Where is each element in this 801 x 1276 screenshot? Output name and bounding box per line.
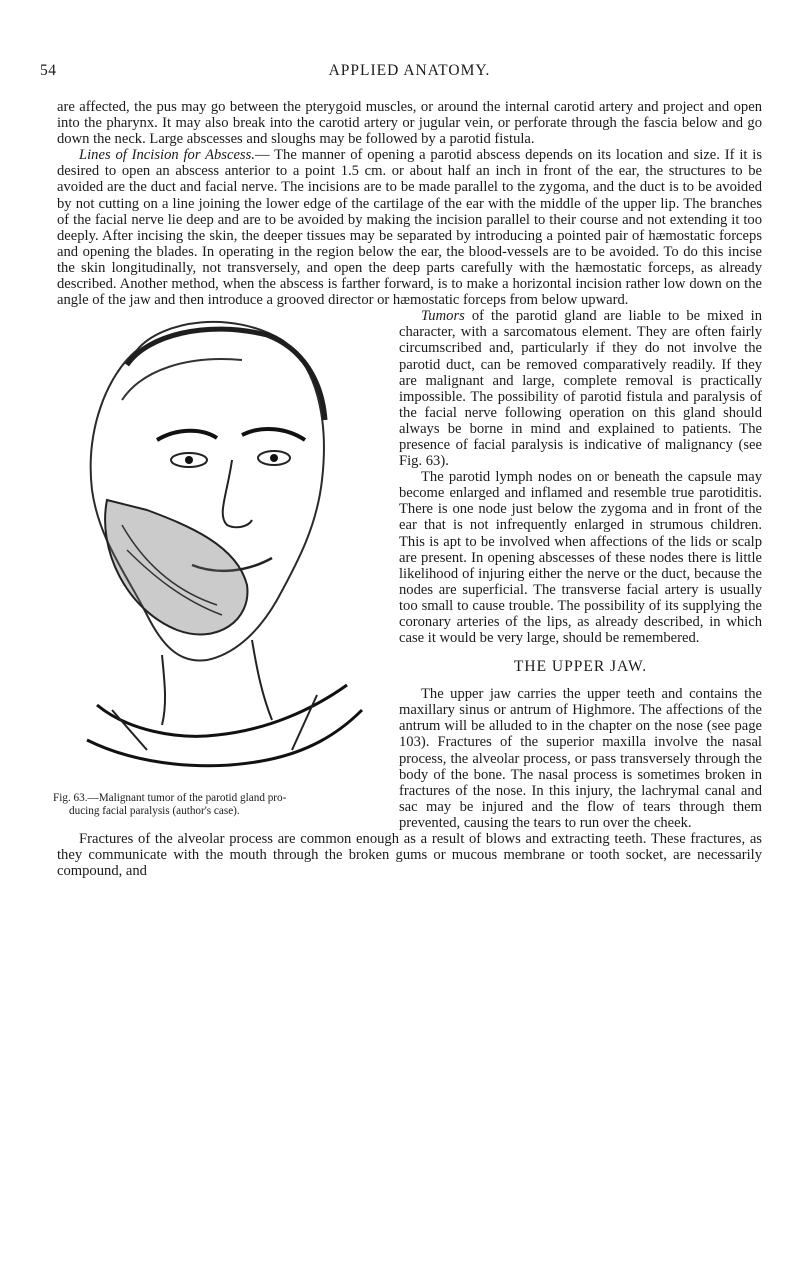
caption-line-2: ducing facial paralysis (author's case).	[69, 804, 240, 817]
figure-63	[53, 310, 387, 822]
running-head	[40, 62, 762, 82]
paragraph-abscess-spread: are affected, the pus may go between the pterygoid muscles, or around the internal carotid artery and project and open into the pharynx. It may also break into the carotid artery or jugular vein, or perforate through the fascia below and go down the neck. Large abscesses and sloughs may be followed by a parotid fistula.	[57, 99, 762, 148]
paragraph-alveolar-fractures: Fractures of the alveolar process are common enough as a result of blows and extracting teeth. These fractures, as they communicate with the mouth through the broken gums or mucous membrane or tooth socket, are necessarily compound, and	[57, 831, 762, 880]
figure-caption	[53, 792, 369, 817]
lines-of-incision-text: — The manner of opening a parotid abscess depends on its location and size. If it is desired to open an abscess anterior to a point 1.5 cm. or about half an inch in front of the ear, the structures to be avoided are the duct and facial nerve. The incisions are to be made parallel to the zygoma, and the duct is to be avoided by not cutting on a line joining the lower edge of the cartilage of the ear with the middle of the upper lip. The branches of the facial nerve lie deep and are to be avoided by making the incision parallel to their course and not extending it too deeply. After incising the skin, the deeper tissues may be separated by introducing a pointed pair of hæmostatic forceps and opening the blades. In operating in the region below the ear, the blood-vessels are to be avoided. To do this incise the skin longitudinally, not transversely, and open the deep parts carefully with the hæmostatic forceps, as already described. Another method, when the abscess is farther forward, is to make a horizontal incision rather low down on the angle of the jaw and then introduce a grooved director or hæmostatic forceps from below upward.	[57, 147, 762, 309]
running-title: APPLIED ANATOMY.	[328, 62, 491, 79]
tumor-illustration	[67, 310, 372, 790]
paragraph-upper-jaw: The upper jaw carries the upper teeth and contains the maxillary sinus or antrum of Highmore. The affections of the antrum will be alluded to in the chapter on the nose (see page 103). Fractures of the superior maxilla involve the nasal process, the alveolar process, or pass transversely through the body of the bone. The nasal process is sometimes broken in fractures of the nose. In this injury, the lachrymal canal and sac may be injured and the flow of tears through them prevented, causing the tears to run over the cheek.	[399, 686, 762, 831]
paragraph-lymph-nodes: The parotid lymph nodes on or beneath the capsule may become enlarged and inflamed and resemble true parotiditis. There is one node just below the zygoma and in front of the ear that is not infrequently enlarged in strumous children. This is apt to be involved when affections of the lids or scalp are present. In opening abscesses of these nodes there is little likelihood of injuring either the nerve or the duct, because the nodes are superficial. The transverse facial artery is usually too small to cause trouble. The possibility of its supplying the coronary arteries of the lips, as already described, in which case it would be very large, should be remembered.	[399, 469, 762, 647]
tumors-text: of the parotid gland are liable to be mixed in character, with a sarcomatous element. They are often fairly circumscribed and, particularly if they do not involve the parotid duct, can be removed comparatively readily. If they are malignant and large, complete removal is practically impossible. The possibility of parotid fistula and paralysis of the facial nerve following operation on this gland should always be borne in mind and explained to patients. The presence of facial paralysis is indicative of malignancy (see Fig. 63).	[399, 308, 762, 470]
book-page	[40, 62, 762, 880]
page-number: 54	[40, 62, 57, 79]
section-title: THE UPPER JAW.	[513, 658, 648, 676]
paragraph-lines-of-incision	[57, 147, 762, 308]
caption-line-1: Fig. 63.—Malignant tumor of the parotid gland pro-	[53, 792, 287, 805]
lines-of-incision-heading: Lines of Incision for Abscess.	[79, 147, 255, 164]
tumors-heading: Tumors	[421, 308, 465, 325]
